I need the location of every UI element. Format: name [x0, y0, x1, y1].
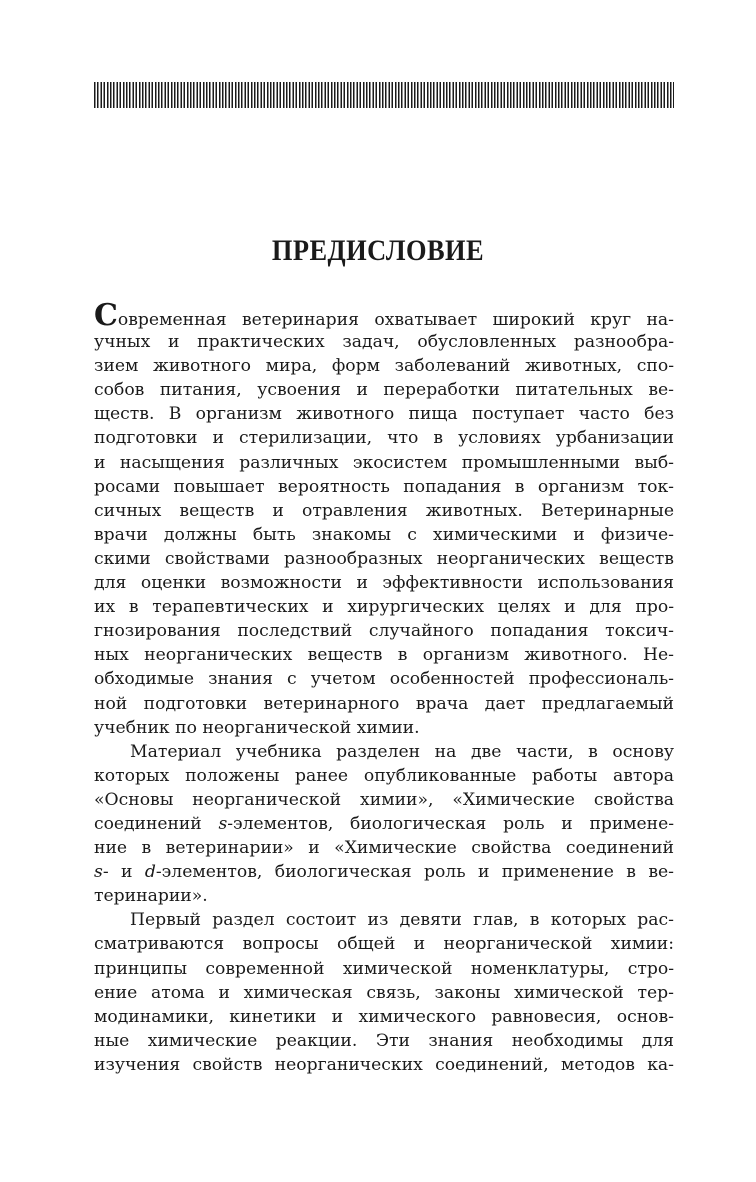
- text-line: теринарии».: [94, 886, 208, 907]
- text-line: которых положены ранее опубликованные работы автора: [94, 765, 674, 786]
- decorative-header-rule: [94, 82, 674, 108]
- text-line: модинамики, кинетики и химического равновесия, основ-: [94, 1006, 674, 1027]
- paragraph-2: [94, 740, 674, 909]
- text-line: врачи должны быть знакомы с химическими и физиче-: [94, 524, 674, 545]
- text-line: [94, 298, 674, 333]
- text-line: скими свойствами разнообразных неорганических веществ: [94, 548, 674, 569]
- text-line: гнозирования последствий случайного попадания токсич-: [94, 621, 674, 642]
- paragraph-3: [94, 908, 674, 1077]
- text-line: «Основы неорганической химии», «Химические свойства: [94, 789, 674, 810]
- text-line-content: овременная ветеринария охватывает широкий круг на-: [117, 310, 674, 330]
- text-line: сичных веществ и отравления животных. Ветеринарные: [94, 500, 674, 521]
- text-line: ных неорганических веществ в организм животного. Не-: [94, 645, 674, 666]
- text-line: ществ. В организм животного пища поступает часто без: [94, 404, 674, 425]
- text-line: обходимые знания с учетом особенностей профессиональ-: [94, 669, 674, 690]
- text-line: сматриваются вопросы общей и неорганической химии:: [94, 934, 674, 955]
- text-line: принципы современной химической номенклатуры, стро-: [94, 958, 674, 979]
- text-run: -элементов, биологическая роль и применение в ве-: [155, 862, 674, 883]
- body-text: [94, 298, 674, 1077]
- text-line: ние в ветеринарии» и «Химические свойства соединений: [94, 838, 674, 859]
- text-line: Материал учебника разделен на две части, в основу: [130, 741, 674, 762]
- text-line: их в терапевтических и хирургических целях и для про-: [94, 597, 674, 618]
- text-line: ные химические реакции. Эти знания необходимы для: [94, 1030, 674, 1051]
- text-line: ной подготовки ветеринарного врача дает предлагаемый: [94, 693, 674, 714]
- text-line: зием животного мира, форм заболеваний животных, спо-: [94, 356, 674, 377]
- text-run: -элементов, биологическая роль и примене-: [227, 813, 674, 834]
- chapter-title: ПРЕДИСЛОВИЕ: [271, 234, 485, 267]
- text-line: ение атома и химическая связь, законы химической тер-: [94, 982, 674, 1003]
- italic-symbol: s: [218, 813, 228, 834]
- text-line: [94, 860, 674, 884]
- text-line: [94, 812, 674, 836]
- text-line: учных и практических задач, обусловленных разнообра-: [94, 332, 674, 353]
- text-run: соединений: [94, 813, 219, 834]
- text-line: подготовки и стерилизации, что в условиях урбанизации: [94, 428, 674, 449]
- text-line: учебник по неорганической химии.: [94, 717, 420, 738]
- italic-symbol: s: [94, 862, 103, 883]
- text-line: собов питания, усвоения и переработки питательных ве-: [94, 380, 674, 401]
- text-line: и насыщения различных экосистем промышленными выб-: [94, 452, 674, 473]
- text-line: для оценки возможности и эффективности использования: [94, 573, 674, 594]
- paragraph-1: [94, 298, 674, 740]
- italic-symbol: d: [144, 862, 156, 883]
- text-line: росами повышает вероятность попадания в организм ток-: [94, 476, 674, 497]
- text-run: - и: [102, 862, 145, 883]
- drop-cap: С: [94, 298, 118, 333]
- text-line: изучения свойств неорганических соединений, методов ка-: [94, 1054, 674, 1075]
- text-line: Первый раздел состоит из девяти глав, в которых рас-: [130, 910, 674, 931]
